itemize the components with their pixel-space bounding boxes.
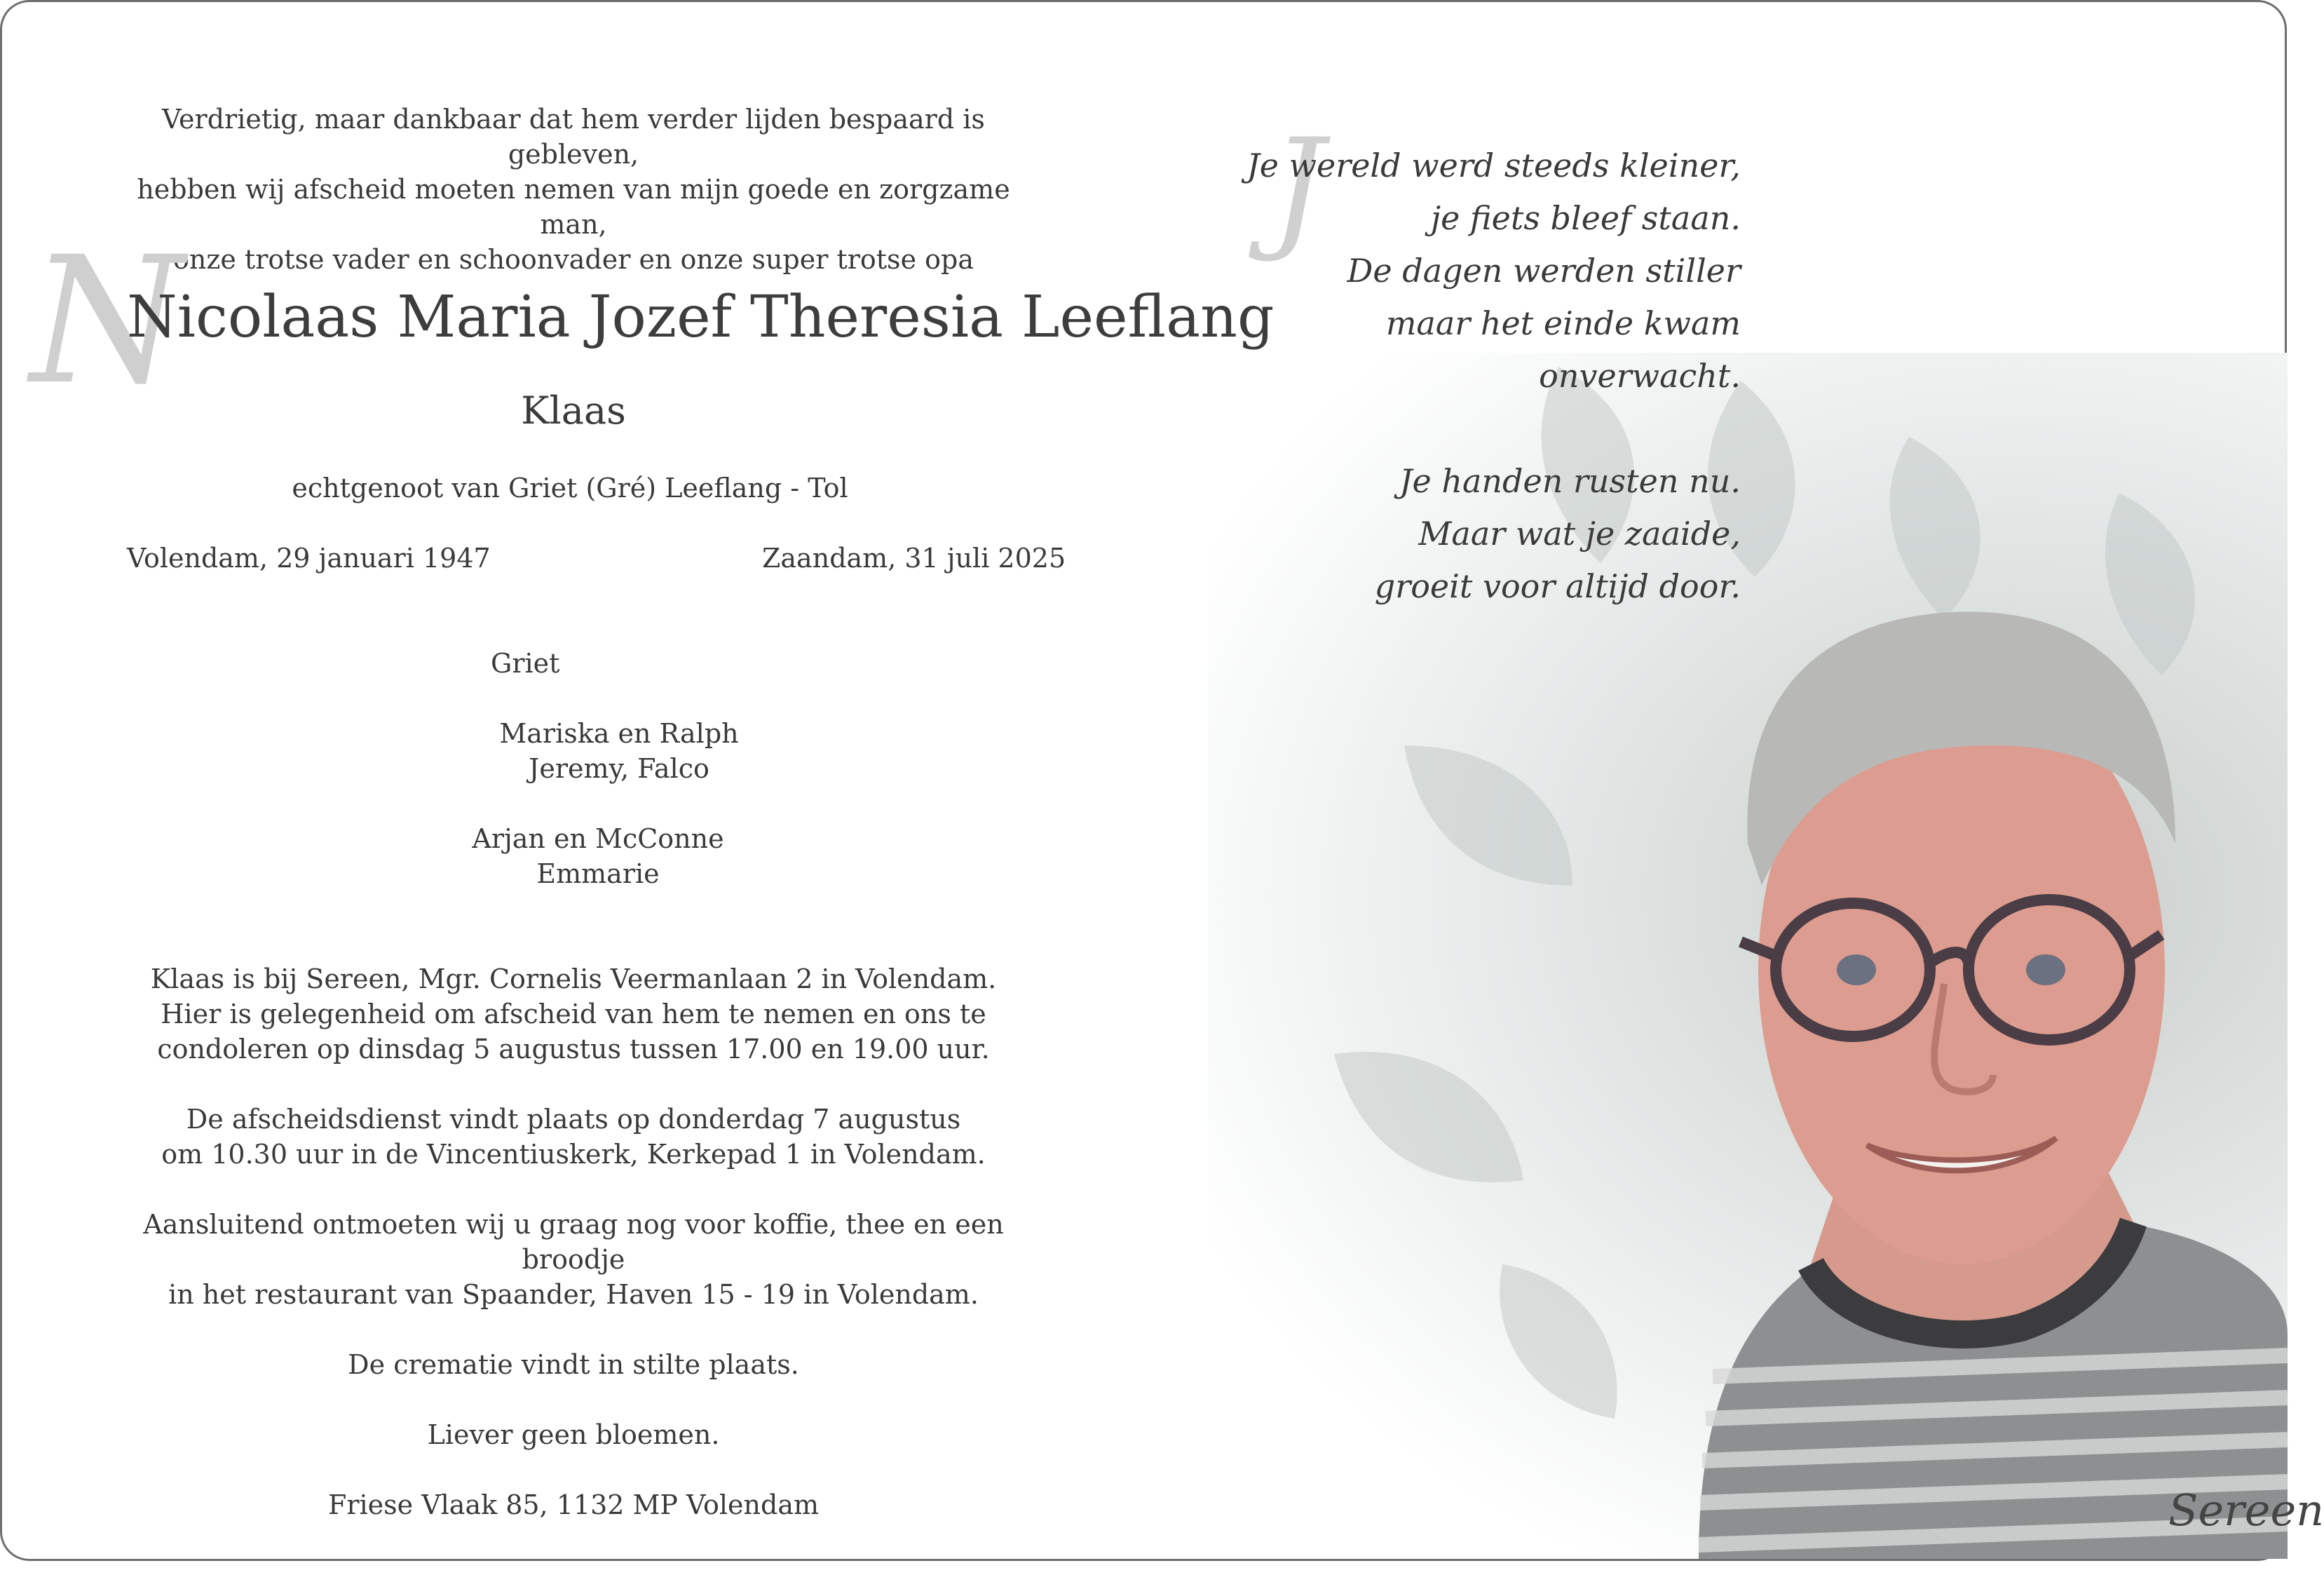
service-paragraph: [114, 1102, 1033, 1172]
poem-line: De dagen werden stiller: [1347, 252, 1741, 290]
info-line: Aansluitend ontmoeten wij u graag nog voor koffie, thee en een broodje: [143, 1209, 1004, 1275]
intro-line-3: onze trotse vader en schoonvader en onze super trotse opa: [172, 244, 974, 275]
family-grandchildren-1: Jeremy, Falco: [529, 753, 709, 784]
call-name: Klaas: [521, 388, 626, 433]
poem-line: Je handen rusten nu.: [1399, 462, 1741, 500]
intro-text: [114, 102, 1033, 277]
name-monogram: N: [30, 219, 184, 423]
birth-place-date: Volendam, 29 januari 1947: [127, 543, 491, 574]
practical-info: [114, 961, 1033, 1557]
info-line: De afscheidsdienst vindt plaats op donderdag 7 augustus: [186, 1104, 961, 1135]
death-place-date: Zaandam, 31 juli 2025: [762, 543, 1066, 574]
family-child-1: Mariska en Ralph: [499, 718, 739, 749]
intro-line-2: hebben wij afscheid moeten nemen van mijn goede en zorgzame man,: [137, 174, 1010, 240]
info-line: Klaas is bij Sereen, Mgr. Cornelis Veermanlaan 2 in Volendam.: [150, 964, 997, 994]
poem-line: je fiets bleef staan.: [1430, 199, 1741, 237]
spouse-line: echtgenoot van Griet (Gré) Leeflang - Tol: [292, 473, 848, 503]
poem-line: groeit voor altijd door.: [1374, 567, 1741, 605]
family-child-2: Arjan en McConne: [472, 823, 724, 854]
full-name: Nicolaas Maria Jozef Theresia Leeflang: [127, 284, 1275, 351]
poem-monogram: J: [1271, 110, 1325, 265]
cremation-paragraph: De crematie vindt in stilte plaats.: [348, 1349, 799, 1380]
family-group-1: [423, 716, 815, 786]
info-line: om 10.30 uur in de Vincentiuskerk, Kerkepad 1 in Volendam.: [161, 1139, 986, 1170]
family-grandchildren-2: Emmarie: [536, 858, 660, 889]
info-line: Hier is gelegenheid om afscheid van hem te nemen en ons te: [161, 999, 986, 1029]
flowers-paragraph: Liever geen bloemen.: [427, 1419, 720, 1450]
reception-paragraph: [114, 1207, 1033, 1312]
info-line: in het restaurant van Spaander, Haven 15 - 19 in Volendam.: [168, 1279, 979, 1310]
info-line: condoleren op dinsdag 5 augustus tussen 17.00 en 19.00 uur.: [157, 1034, 990, 1064]
family-group-2: [423, 821, 773, 891]
visitation-paragraph: [114, 961, 1033, 1067]
sereen-signature: Sereen: [2168, 1485, 2324, 1536]
poem-line: maar het einde kwam onverwacht.: [1385, 304, 1741, 395]
address-paragraph: Friese Vlaak 85, 1132 MP Volendam: [327, 1489, 820, 1520]
poem-line: Je wereld werd steeds kleiner,: [1246, 147, 1741, 184]
poem-line: Maar wat je zaaide,: [1418, 515, 1741, 553]
intro-line-1: Verdrietig, maar dankbaar dat hem verder lijden bespaard is gebleven,: [162, 104, 985, 170]
poem: [1194, 140, 1741, 613]
family-spouse: Griet: [491, 648, 560, 679]
